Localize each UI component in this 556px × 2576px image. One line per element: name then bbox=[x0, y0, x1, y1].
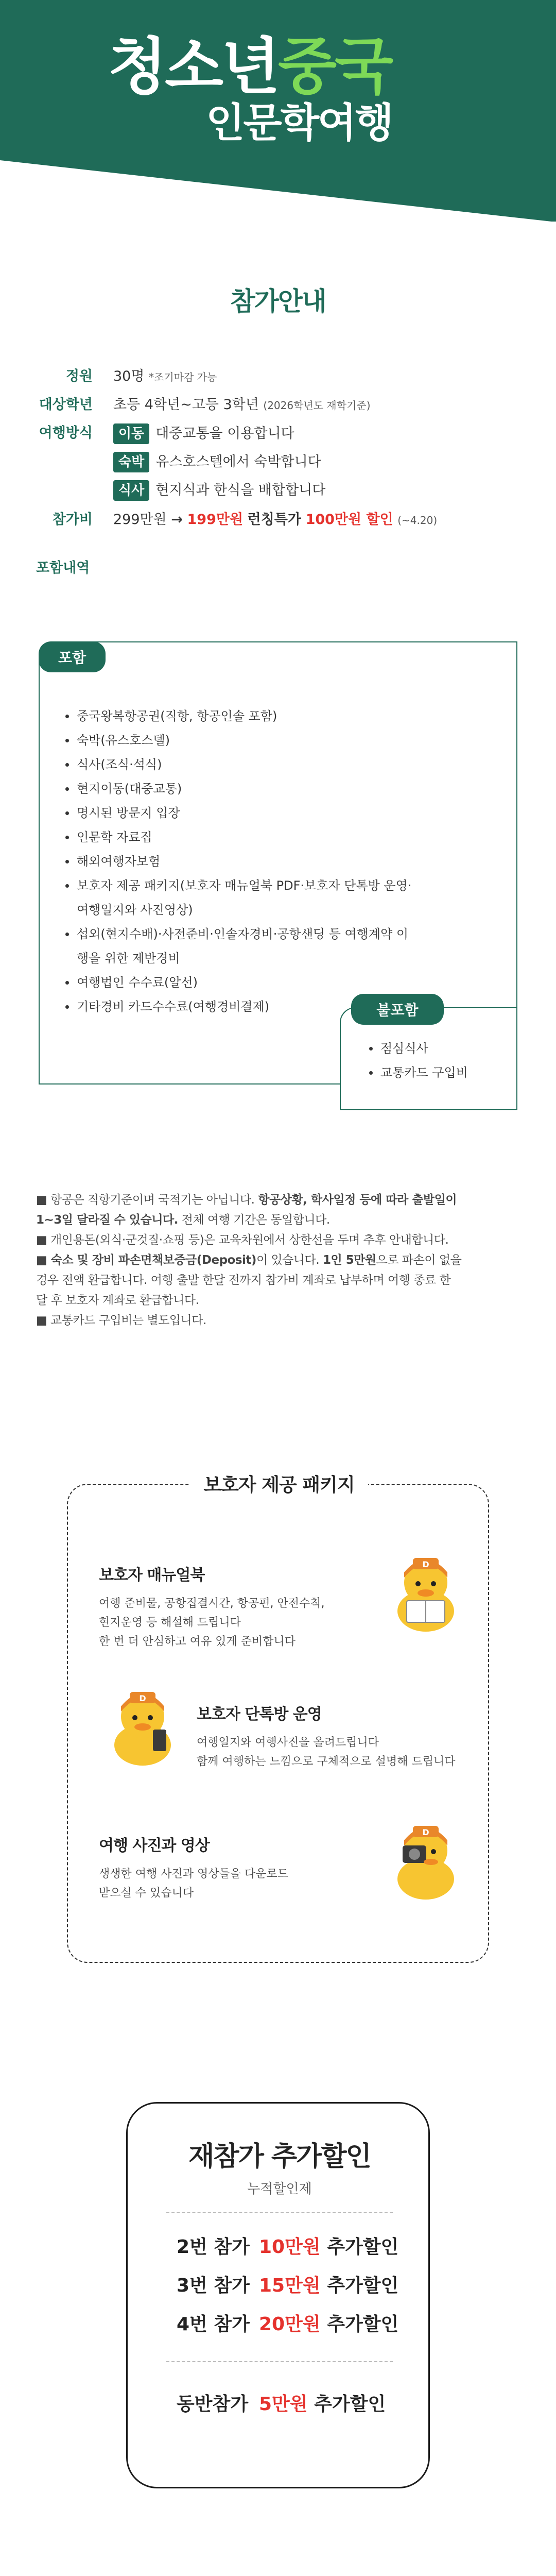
guardian-item-line: 현지운영 등 해설해 드립니다 bbox=[99, 1616, 241, 1629]
included-pill: 포함 bbox=[39, 641, 106, 672]
method-tag: 숙박 bbox=[113, 452, 149, 472]
guardian-item-line: 받으실 수 있습니다 bbox=[99, 1887, 194, 1900]
info-value: 식사 현지식과 한식을 배합합니다 bbox=[113, 480, 325, 501]
hero-title-line2: 인문학여행 bbox=[206, 100, 392, 146]
list-item: 해외여행자보험 bbox=[65, 850, 411, 874]
guardian-package-box bbox=[67, 1475, 489, 1963]
svg-text:D: D bbox=[422, 1560, 429, 1569]
guardian-item-heading: 보호자 단톡방 운영 bbox=[197, 1705, 322, 1723]
list-item: 인문학 자료집 bbox=[65, 825, 411, 850]
duck-phone-icon bbox=[99, 1681, 186, 1768]
hero-title-prefix: 청소년 bbox=[108, 31, 278, 102]
info-label: 여행방식 bbox=[39, 425, 93, 441]
list-item: 섭외(현지수배)·사전준비·인솔자경비·공항샌딩 등 여행계약 이 bbox=[65, 922, 411, 946]
note-line: ■ 숙소 및 장비 파손면책보증금(Deposit)이 있습니다. 1인 5만원으로 파손이 없을 bbox=[36, 1253, 462, 1267]
list-item: 보호자 제공 패키지(보호자 매뉴얼북 PDF·보호자 단톡방 운영· bbox=[65, 874, 411, 898]
guardian-item-line: 여행 준비물, 공항집결시간, 항공편, 안전수칙, bbox=[99, 1597, 325, 1610]
list-item: 기타경비 카드수수료(여행경비결제) bbox=[65, 995, 411, 1019]
guardian-item-line: 한 번 더 안심하고 여유 있게 준비합니다 bbox=[99, 1635, 296, 1648]
svg-text:D: D bbox=[422, 1827, 429, 1837]
guardian-item-line: 함께 여행하는 느낌으로 구체적으로 설명해 드립니다 bbox=[197, 1755, 456, 1768]
guardian-item-media bbox=[99, 1833, 288, 1903]
guardian-package-title: 보호자 제공 패키지 bbox=[68, 1470, 490, 1497]
discount-title: 재참가 추가할인 bbox=[188, 2141, 371, 2172]
guardian-item-manual bbox=[99, 1562, 324, 1651]
section-title-info: 참가안내 bbox=[230, 286, 326, 316]
note-line: 달 후 보호자 계좌로 환급합니다. bbox=[36, 1294, 199, 1307]
duck-camera-icon bbox=[382, 1815, 470, 1902]
list-item-continued: 여행일지와 사진영상) bbox=[77, 903, 193, 917]
info-value: 숙박 유스호스텔에서 숙박합니다 bbox=[113, 452, 321, 472]
excluded-box bbox=[340, 1002, 517, 1110]
price-sale: 199만원 bbox=[187, 512, 244, 528]
duck-reading-icon bbox=[382, 1547, 470, 1634]
list-item: 명시된 방문지 입장 bbox=[65, 801, 411, 825]
excluded-list bbox=[369, 1037, 468, 1085]
discount-box: 재참가 추가할인 누적할인제 2번 참가 10만원 추가할인 3번 참가 15만원 추가할인 4번 참가 20만원 추가할인 동반참가 5만원 추가할인 bbox=[126, 2102, 430, 2488]
note-line: ■ 개인용돈(외식·군것질·쇼핑 등)은 교육차원에서 상한선을 두며 추후 안내합니다. bbox=[36, 1233, 449, 1247]
guardian-item-line: 생생한 여행 사진과 영상들을 다운로드 bbox=[99, 1868, 289, 1880]
method-tag: 이동 bbox=[113, 423, 149, 444]
excluded-pill: 불포함 bbox=[351, 994, 444, 1025]
info-label: 정원 bbox=[65, 368, 93, 384]
info-value: 30명 *조기마감 가능 bbox=[113, 368, 217, 384]
guardian-item-heading: 보호자 매뉴얼북 bbox=[99, 1566, 205, 1584]
early-amount: 100만원 할인 bbox=[305, 512, 393, 528]
info-value bbox=[113, 510, 437, 530]
guardian-item-chat bbox=[197, 1701, 456, 1771]
info-label: 대상학년 bbox=[39, 397, 93, 413]
list-item-continued: 행을 위한 제반경비 bbox=[77, 951, 180, 965]
svg-text:D: D bbox=[139, 1693, 146, 1703]
early-note: (~4.20) bbox=[397, 514, 438, 527]
note-line: ■ 항공은 직항기준이며 국적기는 아닙니다. 항공상황, 학사일정 등에 따라 출발일이 bbox=[36, 1193, 457, 1207]
info-value: 이동 대중교통을 이용합니다 bbox=[113, 423, 294, 444]
note-line: 1~3일 달라질 수 있습니다. 전체 여행 기간은 동일합니다. bbox=[36, 1213, 330, 1227]
list-item: 숙박(유스호스텔) bbox=[65, 728, 411, 753]
list-item: 여행법인 수수료(알선) bbox=[65, 971, 411, 995]
info-label: 참가비 bbox=[52, 512, 93, 528]
method-tag: 식사 bbox=[113, 480, 149, 501]
info-value: 초등 4학년~고등 3학년 (2026학년도 재학기준) bbox=[113, 397, 371, 413]
price-original: 299만원 bbox=[113, 512, 167, 528]
note-line: ■ 교통카드 구입비는 별도입니다. bbox=[36, 1314, 206, 1327]
guardian-item-line: 여행일지와 여행사진을 올려드립니다 bbox=[197, 1736, 379, 1749]
early-label: 런칭특가 bbox=[247, 512, 301, 528]
included-list bbox=[65, 704, 411, 1019]
list-item: 식사(조식·석식) bbox=[65, 753, 411, 777]
hero-title bbox=[108, 31, 391, 102]
hero-banner bbox=[0, 0, 556, 222]
list-item: 교통카드 구입비 bbox=[369, 1061, 468, 1085]
notes bbox=[36, 1190, 530, 1331]
hero-diagonal-cut bbox=[0, 160, 556, 222]
discount-divider bbox=[166, 2361, 393, 2362]
discount-divider bbox=[166, 2212, 393, 2213]
discount-subtitle: 누적할인제 bbox=[247, 2181, 312, 2197]
list-item: 점심식사 bbox=[369, 1037, 468, 1061]
include-heading: 포함내역 bbox=[36, 560, 90, 576]
list-item: 중국왕복항공권(직항, 항공인솔 포함) bbox=[65, 704, 411, 728]
hero-title-accent: 중국 bbox=[277, 31, 391, 102]
price-arrow: → bbox=[171, 512, 183, 528]
list-item: 현지이동(대중교통) bbox=[65, 777, 411, 801]
note-line: 경우 전액 환급합니다. 여행 출발 한달 전까지 참가비 계좌로 납부하며 여행 종료 한 bbox=[36, 1274, 451, 1287]
guardian-item-heading: 여행 사진과 영상 bbox=[99, 1837, 210, 1855]
